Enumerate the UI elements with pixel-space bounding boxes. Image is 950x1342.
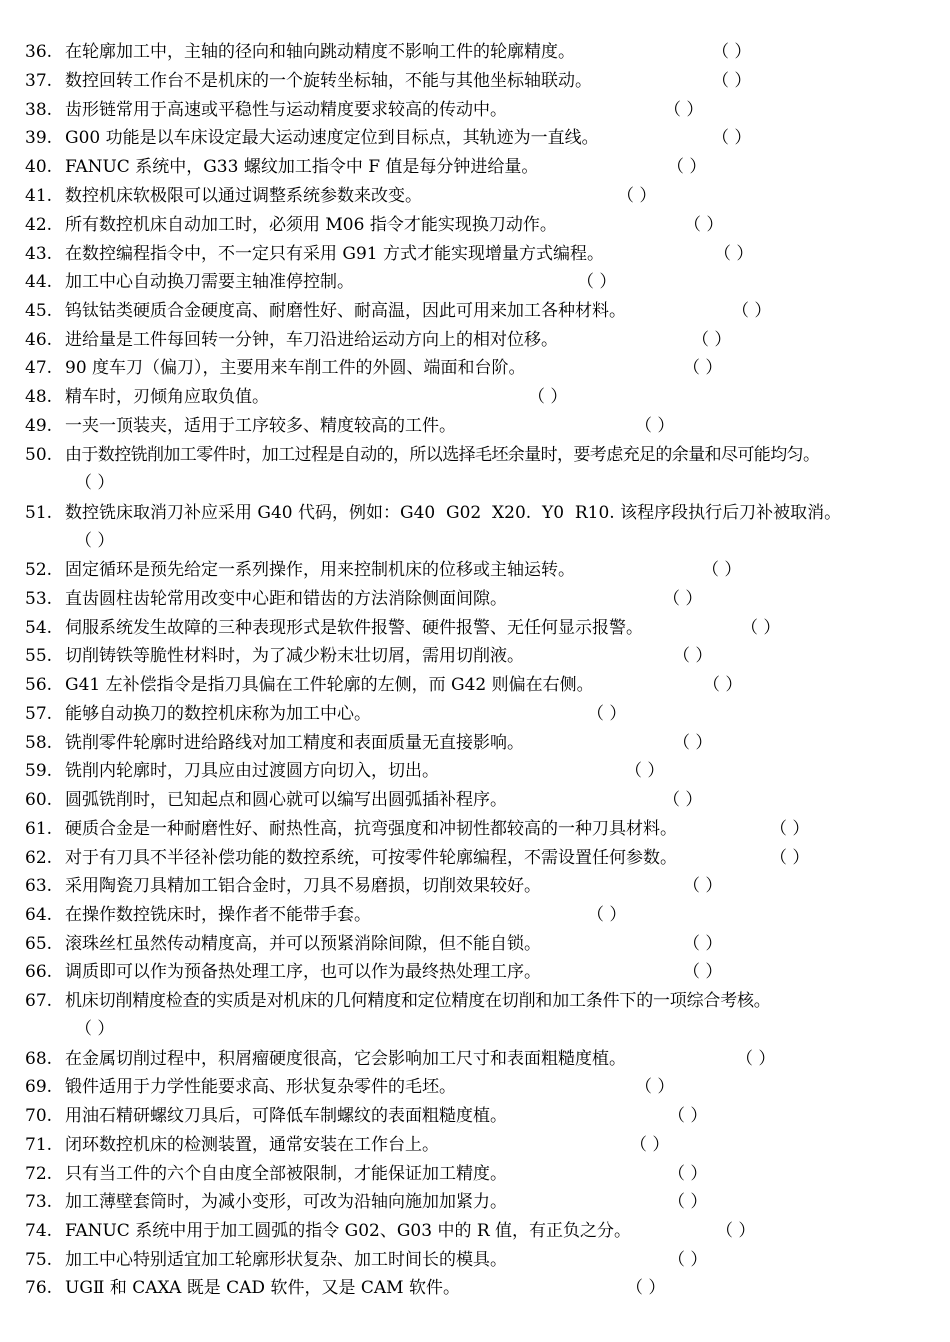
question-text: 加工中心自动换刀需要主轴准停控制。 [65, 272, 354, 292]
question-item [0, 1218, 950, 1244]
question-number: 69. [25, 1077, 53, 1097]
question-number: 52. [25, 560, 53, 580]
question-text: 一夹一顶装夹，适用于工序较多、精度较高的工件。 [65, 416, 456, 436]
question-item [0, 355, 950, 381]
question-number: 53. [25, 589, 53, 609]
question-text: 在数控编程指令中，不一定只有采用 G91 方式才能实现增量方式编程。 [65, 244, 605, 264]
answer-parentheses: （ ） [75, 531, 115, 551]
question-item [0, 68, 950, 94]
answer-parentheses: （ ） [673, 733, 713, 753]
question-item [0, 212, 950, 238]
question-item [0, 269, 950, 295]
answer-parentheses: （ ） [736, 1049, 776, 1069]
answer-parentheses: （ ） [683, 876, 723, 896]
question-item [0, 701, 950, 727]
question-text: 数控铣床取消刀补应采用 G40 代码，例如：G40 G02 X20. Y0 R10. 该程序段执行后刀补被取消。 [65, 503, 842, 523]
question-number: 50. [25, 445, 53, 465]
question-item [0, 183, 950, 209]
answer-parentheses: （ ） [714, 244, 754, 264]
question-number: 58. [25, 733, 53, 753]
question-text: 滚珠丝杠虽然传动精度高，并可以预紧消除间隙，但不能自锁。 [65, 934, 541, 954]
question-number: 68. [25, 1049, 53, 1069]
question-number: 73. [25, 1192, 53, 1212]
question-item [0, 413, 950, 439]
question-text: 机床切削精度检查的实质是对机床的几何精度和定位精度在切削和加工条件下的一项综合考核。 [65, 991, 771, 1011]
question-item [0, 873, 950, 899]
question-item [0, 1161, 950, 1187]
question-item [0, 845, 950, 871]
answer-parentheses: （ ） [668, 1164, 708, 1184]
question-text: 采用陶瓷刀具精加工铝合金时，刀具不易磨损，切削效果较好。 [65, 876, 541, 896]
answer-parentheses: （ ） [668, 1192, 708, 1212]
question-text: 硬质合金是一种耐磨性好、耐热性高，抗弯强度和冲韧性都较高的一种刀具材料。 [65, 819, 677, 839]
question-number: 44. [25, 272, 53, 292]
question-number: 49. [25, 416, 53, 436]
question-number: 42. [25, 215, 53, 235]
question-text: G00 功能是以车床设定最大运动速度定位到目标点，其轨迹为一直线。 [65, 128, 599, 148]
question-text: 进给量是工件每回转一分钟，车刀沿进给运动方向上的相对位移。 [65, 330, 558, 350]
question-text: UGⅡ 和 CAXA 既是 CAD 软件，又是 CAM 软件。 [65, 1278, 460, 1298]
answer-parentheses: （ ） [663, 790, 703, 810]
question-text: FANUC 系统中用于加工圆弧的指令 G02、G03 中的 R 值，有正负之分。 [65, 1221, 632, 1241]
question-number: 62. [25, 848, 53, 868]
question-text: 铣削内轮廓时，刀具应由过渡圆方向切入，切出。 [65, 761, 439, 781]
answer-parentheses: （ ） [626, 1278, 666, 1298]
question-text: 伺服系统发生故障的三种表现形式是软件报警、硬件报警、无任何显示报警。 [65, 618, 643, 638]
answer-parentheses: （ ） [528, 387, 568, 407]
question-number: 55. [25, 646, 53, 666]
question-item [0, 39, 950, 65]
answer-parentheses: （ ） [587, 704, 627, 724]
question-item [0, 586, 950, 612]
answer-parentheses: （ ） [75, 473, 115, 493]
question-item [0, 557, 950, 583]
question-number: 48. [25, 387, 53, 407]
answer-parentheses: （ ） [577, 272, 617, 292]
question-text: G41 左补偿指令是指刀具偏在工件轮廓的左侧，而 G42 则偏在右侧。 [65, 675, 594, 695]
question-item [0, 327, 950, 353]
question-text: 在金属切削过程中，积屑瘤硬度很高，它会影响加工尺寸和表面粗糙度植。 [65, 1049, 626, 1069]
question-text: 铣削零件轮廓时进给路线对加工精度和表面质量无直接影响。 [65, 733, 524, 753]
question-text: 在轮廓加工中，主轴的径向和轴向跳动精度不影响工件的轮廓精度。 [65, 42, 575, 62]
question-number: 46. [25, 330, 53, 350]
question-number: 45. [25, 301, 53, 321]
answer-parentheses: （ ） [770, 819, 810, 839]
answer-parentheses: （ ） [712, 128, 752, 148]
question-number: 40. [25, 157, 53, 177]
question-number: 71. [25, 1135, 53, 1155]
question-text: 圆弧铣削时，已知起点和圆心就可以编写出圆弧插补程序。 [65, 790, 507, 810]
question-item [0, 1189, 950, 1215]
answer-parentheses: （ ） [668, 1106, 708, 1126]
question-item [0, 125, 950, 151]
question-item [0, 615, 950, 641]
question-item [0, 1103, 950, 1129]
question-number: 56. [25, 675, 53, 695]
question-text: 能够自动换刀的数控机床称为加工中心。 [65, 704, 371, 724]
question-number: 72. [25, 1164, 53, 1184]
question-number: 64. [25, 905, 53, 925]
question-text: 齿形链常用于高速或平稳性与运动精度要求较高的传动中。 [65, 100, 507, 120]
question-item [0, 1074, 950, 1100]
question-item [0, 758, 950, 784]
question-text: 对于有刀具不半径补偿功能的数控系统，可按零件轮廓编程，不需设置任何参数。 [65, 848, 677, 868]
question-text: 锻件适用于力学性能要求高、形状复杂零件的毛坯。 [65, 1077, 456, 1097]
answer-parentheses: （ ） [673, 646, 713, 666]
question-text: 加工中心特别适宜加工轮廓形状复杂、加工时间长的模具。 [65, 1250, 507, 1270]
question-number: 63. [25, 876, 53, 896]
answer-parentheses: （ ） [617, 186, 657, 206]
question-text: 调质即可以作为预备热处理工序，也可以作为最终热处理工序。 [65, 962, 541, 982]
question-text: 90 度车刀（偏刀），主要用来车削工件的外圆、端面和台阶。 [65, 358, 526, 378]
answer-parentheses: （ ） [635, 416, 675, 436]
question-text: 直齿圆柱齿轮常用改变中心距和错齿的方法消除侧面间隙。 [65, 589, 507, 609]
question-text: 由于数控铣削加工零件时，加工过程是自动的，所以选择毛坯余量时，要考虑充足的余量和尽可能均匀。 [65, 445, 820, 465]
answer-parentheses: （ ） [770, 848, 810, 868]
question-item [0, 988, 950, 1039]
question-item [0, 902, 950, 928]
answer-parentheses: （ ） [664, 100, 704, 120]
question-number: 43. [25, 244, 53, 264]
question-item [0, 1275, 950, 1301]
question-number: 65. [25, 934, 53, 954]
answer-parentheses: （ ） [712, 42, 752, 62]
question-number: 75. [25, 1250, 53, 1270]
question-number: 66. [25, 962, 53, 982]
question-text: 精车时，刃倾角应取负值。 [65, 387, 269, 407]
answer-parentheses: （ ） [741, 618, 781, 638]
question-number: 67. [25, 991, 53, 1011]
question-item [0, 442, 950, 493]
question-number: 61. [25, 819, 53, 839]
answer-parentheses: （ ） [684, 215, 724, 235]
question-item [0, 1132, 950, 1158]
answer-parentheses: （ ） [667, 157, 707, 177]
question-text: FANUC 系统中，G33 螺纹加工指令中 F 值是每分钟进给量。 [65, 157, 539, 177]
question-text: 钨钛钴类硬质合金硬度高、耐磨性好、耐高温，因此可用来加工各种材料。 [65, 301, 626, 321]
question-text: 数控机床软极限可以通过调整系统参数来改变。 [65, 186, 422, 206]
answer-parentheses: （ ） [630, 1135, 670, 1155]
question-item [0, 1046, 950, 1072]
answer-parentheses: （ ） [716, 1221, 756, 1241]
question-text: 切削铸铁等脆性材料时，为了减少粉末壮切屑，需用切削液。 [65, 646, 524, 666]
answer-parentheses: （ ） [587, 905, 627, 925]
question-item [0, 931, 950, 957]
question-item [0, 298, 950, 324]
answer-parentheses: （ ） [683, 934, 723, 954]
question-number: 74. [25, 1221, 53, 1241]
question-item [0, 154, 950, 180]
question-number: 54. [25, 618, 53, 638]
question-text: 只有当工件的六个自由度全部被限制，才能保证加工精度。 [65, 1164, 507, 1184]
answer-parentheses: （ ） [635, 1077, 675, 1097]
answer-parentheses: （ ） [703, 675, 743, 695]
answer-parentheses: （ ） [712, 71, 752, 91]
question-number: 57. [25, 704, 53, 724]
question-number: 41. [25, 186, 53, 206]
question-text: 所有数控机床自动加工时，必须用 M06 指令才能实现换刀动作。 [65, 215, 557, 235]
answer-parentheses: （ ） [683, 962, 723, 982]
answer-parentheses: （ ） [625, 761, 665, 781]
question-number: 59. [25, 761, 53, 781]
question-number: 76. [25, 1278, 53, 1298]
question-text: 在操作数控铣床时，操作者不能带手套。 [65, 905, 371, 925]
question-number: 39. [25, 128, 53, 148]
question-item [0, 241, 950, 267]
answer-parentheses: （ ） [668, 1250, 708, 1270]
answer-parentheses: （ ） [732, 301, 772, 321]
answer-parentheses: （ ） [683, 358, 723, 378]
question-item [0, 643, 950, 669]
question-text: 固定循环是预先给定一系列操作，用来控制机床的位移或主轴运转。 [65, 560, 575, 580]
question-item [0, 672, 950, 698]
question-number: 70. [25, 1106, 53, 1126]
question-number: 37. [25, 71, 53, 91]
question-text: 数控回转工作台不是机床的一个旋转坐标轴，不能与其他坐标轴联动。 [65, 71, 592, 91]
question-text: 用油石精研螺纹刀具后，可降低车制螺纹的表面粗糙度植。 [65, 1106, 507, 1126]
question-item [0, 1247, 950, 1273]
question-item [0, 959, 950, 985]
question-item [0, 500, 950, 551]
answer-parentheses: （ ） [702, 560, 742, 580]
answer-parentheses: （ ） [692, 330, 732, 350]
question-item [0, 384, 950, 410]
question-item [0, 816, 950, 842]
question-number: 51. [25, 503, 53, 523]
answer-parentheses: （ ） [663, 589, 703, 609]
question-item [0, 787, 950, 813]
question-item [0, 97, 950, 123]
question-number: 36. [25, 42, 53, 62]
question-number: 38. [25, 100, 53, 120]
question-item [0, 730, 950, 756]
question-text: 加工薄壁套筒时，为减小变形，可改为沿轴向施加加紧力。 [65, 1192, 507, 1212]
question-text: 闭环数控机床的检测装置，通常安装在工作台上。 [65, 1135, 439, 1155]
question-number: 47. [25, 358, 53, 378]
question-number: 60. [25, 790, 53, 810]
answer-parentheses: （ ） [75, 1019, 115, 1039]
